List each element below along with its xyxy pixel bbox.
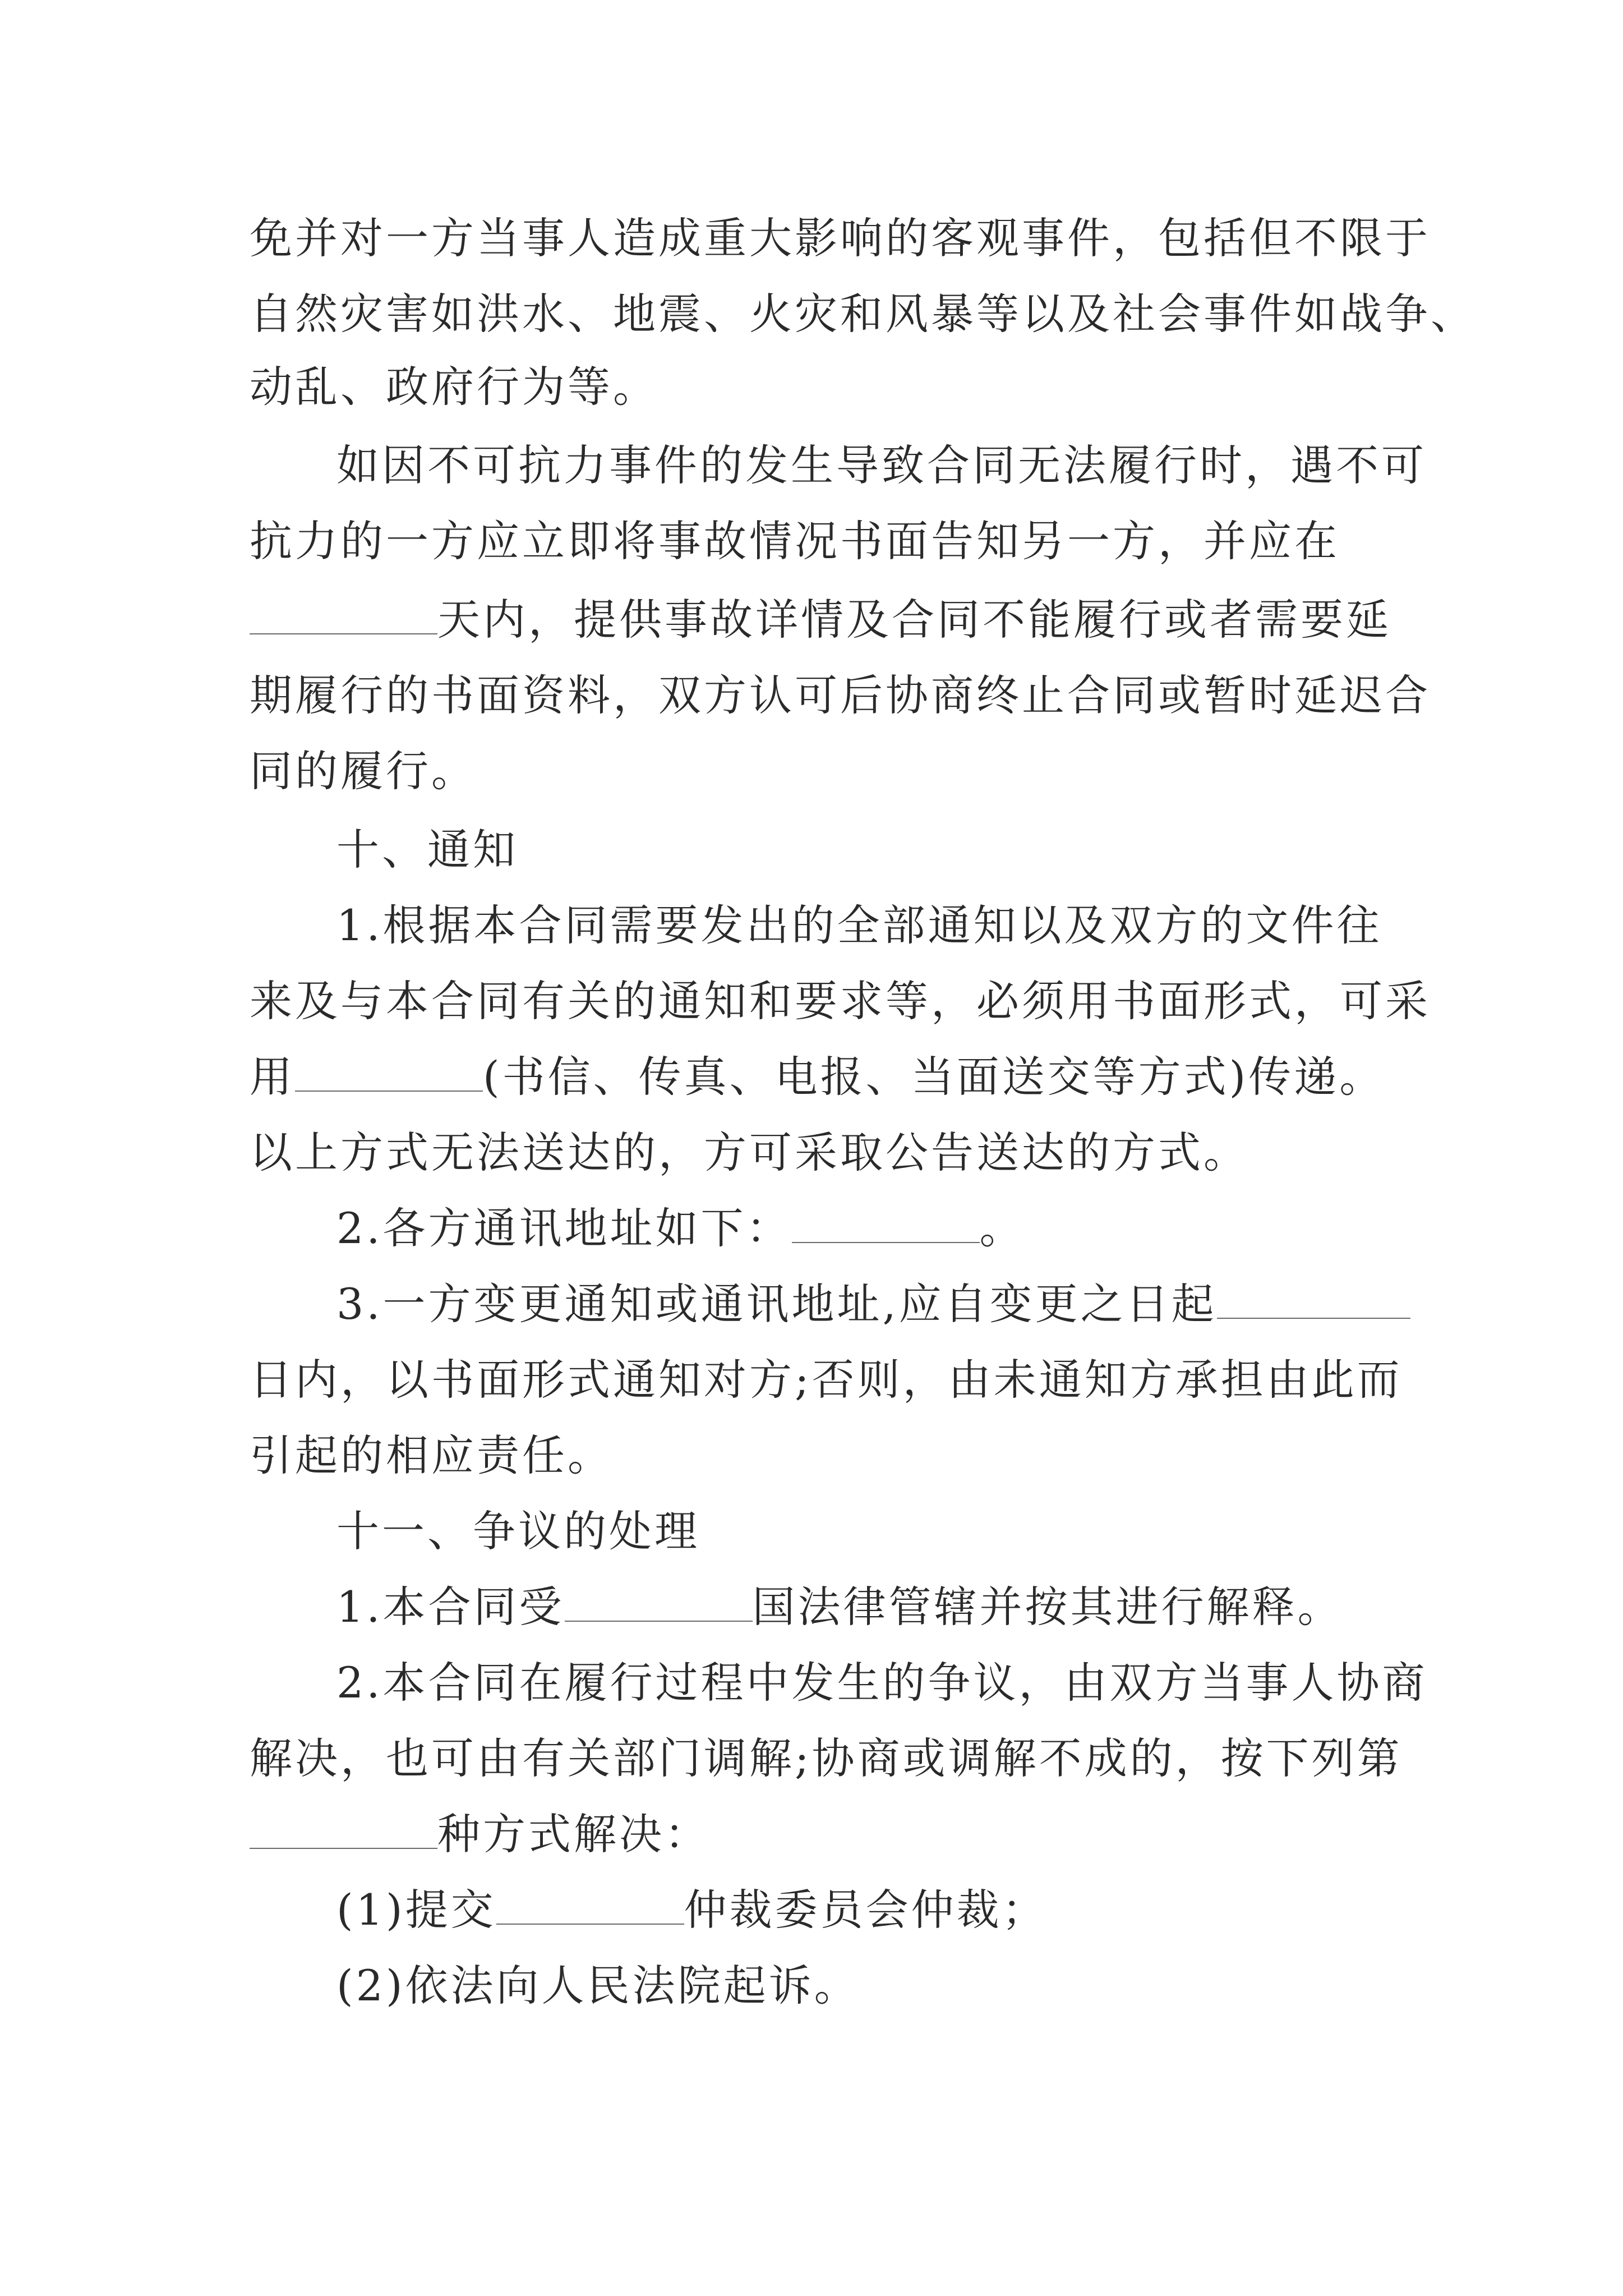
section-10-item-3-line-2: 日内，以书面形式通知对方;否则，由未通知方承担由此而 (250, 1355, 1403, 1405)
section-10-item-1-line-3-before: 用 (250, 1052, 295, 1102)
section-10-item-1-line-1: 1.根据本合同需要发出的全部通知以及双方的文件往 (336, 900, 1382, 950)
paragraph-2-line-3-text: 天内，提供事故详情及合同不能履行或者需要延 (437, 595, 1391, 645)
section-10-item-2-before: 2.各方通讯地址如下： (336, 1203, 792, 1253)
section-11-option-1-before: (1)提交 (336, 1885, 496, 1935)
section-11-item-1-before: 1.本合同受 (336, 1582, 565, 1632)
paragraph-2-line-3 (250, 592, 1391, 648)
paragraph-2-line-4: 期履行的书面资料，双方认可后协商终止合同或暂时延迟合 (250, 670, 1431, 720)
section-11-item-1 (336, 1579, 1343, 1635)
section-11-item-2-line-1: 2.本合同在履行过程中发生的争议，由双方当事人协商 (336, 1658, 1428, 1708)
section-10-item-2 (336, 1200, 1025, 1257)
section-11-heading: 十一、争议的处理 (336, 1506, 700, 1556)
section-11-option-2: (2)依法向人民法院起诉。 (336, 1961, 860, 2010)
paragraph-2-line-1: 如因不可抗力事件的发生导致合同无法履行时，遇不可 (336, 440, 1427, 490)
paragraph-2-line-2: 抗力的一方应立即将事故情况书面告知另一方，并应在 (250, 516, 1340, 566)
section-11-option-1-after: 仲裁委员会仲裁； (684, 1885, 1048, 1935)
paragraph-1-line-2: 自然灾害如洪水、地震、火灾和风暴等以及社会事件如战争、 (250, 289, 1476, 339)
section-11-item-2-line-3-after: 种方式解决： (437, 1809, 710, 1859)
section-10-item-3-line-1-before: 3.一方变更通知或通讯地址,应自变更之日起 (336, 1279, 1217, 1329)
fill-blank-address[interactable] (792, 1205, 980, 1243)
section-10-heading: 十、通知 (336, 825, 518, 875)
fill-blank-days[interactable] (250, 596, 437, 634)
section-11-item-2-line-2: 解决，也可由有关部门调解;协商或调解不成的，按下列第 (250, 1733, 1403, 1783)
fill-blank-change-days[interactable] (1217, 1281, 1410, 1319)
section-11-item-2-line-3 (250, 1806, 710, 1862)
section-11-item-1-after: 国法律管辖并按其进行解释。 (752, 1582, 1343, 1632)
fill-blank-delivery-method[interactable] (295, 1053, 483, 1092)
paragraph-2-line-5: 同的履行。 (250, 746, 477, 796)
fill-blank-arbitration-committee[interactable] (496, 1887, 684, 1925)
section-10-item-1-line-2: 来及与本合同有关的通知和要求等，必须用书面形式，可采 (250, 976, 1431, 1026)
paragraph-1-line-3: 动乱、政府行为等。 (250, 362, 658, 412)
fill-blank-dispute-method[interactable] (250, 1811, 437, 1849)
fill-blank-country[interactable] (565, 1584, 753, 1622)
section-10-item-2-after: 。 (979, 1203, 1025, 1253)
section-10-item-1-line-3 (250, 1049, 1385, 1105)
section-10-item-3-line-3: 引起的相应责任。 (250, 1430, 613, 1480)
section-10-item-1-line-4: 以上方式无法送达的，方可采取公告送达的方式。 (250, 1128, 1249, 1177)
section-10-item-3-line-1 (336, 1276, 1410, 1332)
section-10-item-1-line-3-after: (书信、传真、电报、当面送交等方式)传递。 (483, 1052, 1385, 1102)
section-11-option-1 (336, 1882, 1048, 1938)
paragraph-1-line-1: 免并对一方当事人造成重大影响的客观事件，包括但不限于 (250, 213, 1431, 263)
